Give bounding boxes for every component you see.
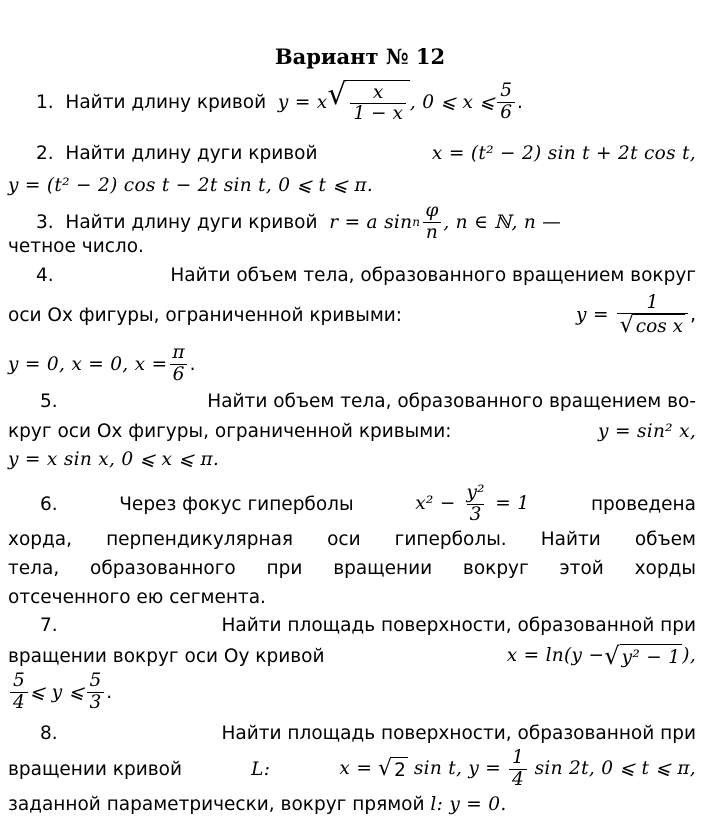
- formula: L:: [251, 758, 271, 780]
- variant-title: Вариант № 12: [274, 44, 446, 69]
- sqrt-expression: √ y² − 1: [604, 641, 681, 670]
- exponent: n: [412, 215, 421, 229]
- problem-7-line-1: [40, 612, 696, 638]
- fraction-denominator: n: [423, 222, 441, 243]
- problem-5-line-2: [8, 418, 696, 444]
- sqrt-expression: √ cos x: [619, 312, 684, 338]
- problem-4-line-1: [36, 262, 696, 288]
- fraction-numerator: 1: [646, 291, 659, 313]
- problem-text: Найти объем тела, образованного вращением вокруг: [170, 264, 696, 286]
- sqrt-expression: √ 2: [378, 755, 406, 781]
- fraction-denominator: cos x: [635, 316, 684, 337]
- fraction-denominator: 6: [497, 102, 515, 123]
- problem-number: 4.: [36, 264, 54, 286]
- problem-8-line-1: [40, 720, 696, 746]
- problem-number: 2.: [36, 142, 54, 164]
- problem-text: вращении кривой: [8, 758, 182, 780]
- problem-text: вращении вокруг оси Oy кривой: [8, 645, 325, 667]
- formula: y = sin² x,: [598, 420, 696, 442]
- problem-text: тела, образованного при вращении вокруг этой хорды: [8, 557, 696, 579]
- problem-8-line-3: [8, 792, 696, 816]
- problem-2-line-1: [36, 140, 696, 166]
- formula: , 0 ⩽ x ⩽: [409, 91, 496, 113]
- fraction-numerator: 1: [511, 747, 524, 769]
- problem-text: Найти площадь поверхности, образованной при: [221, 614, 696, 636]
- problem-number: 7.: [40, 614, 58, 636]
- formula: r = a sin: [329, 211, 413, 233]
- problem-5-line-1: [40, 388, 696, 414]
- formula: x² −: [415, 493, 456, 514]
- punctuation: .: [189, 353, 196, 375]
- problem-4-line-2: оси Ox фигуры, ограниченной кривыми: y = 1 √ cos x ,: [8, 291, 696, 338]
- problem-text: круг оси Ox фигуры, ограниченной кривыми:: [8, 420, 452, 442]
- formula: sin t, y =: [413, 758, 502, 779]
- problem-number: 8.: [40, 722, 58, 744]
- problem-text: Найти длину дуги кривой: [65, 142, 318, 164]
- formula: l: y = 0.: [430, 793, 507, 815]
- fraction-denominator: 3: [87, 692, 105, 713]
- formula: , n ∈ ℕ, n —: [443, 211, 562, 233]
- sqrt-expression: √ $\frac{x}{1 - x}$: [328, 80, 410, 125]
- problem-5-line-3: [8, 446, 696, 472]
- formula: y = x sin x, 0 ⩽ x ⩽ π.: [8, 448, 220, 470]
- problem-text: Найти объем тела, образованного вращением во-: [207, 390, 696, 412]
- punctuation: .: [106, 681, 113, 703]
- problem-number: 6.: [40, 493, 58, 515]
- problem-text: Найти площадь поверхности, образованной при: [221, 722, 696, 744]
- formula: sin 2t, 0 ⩽ t ⩽ π,: [534, 758, 696, 779]
- radicand: y² − 1: [620, 644, 683, 668]
- fraction-numerator: π: [172, 342, 185, 364]
- problem-1: [36, 74, 696, 130]
- problem-6-line-2: [8, 526, 696, 552]
- problem-text: проведена: [590, 493, 696, 515]
- fraction-numerator: x: [372, 81, 384, 103]
- problem-3-line-2: [8, 234, 696, 258]
- formula: y =: [576, 304, 609, 325]
- fraction-numerator: 5: [13, 670, 25, 692]
- problem-text: оси Ox фигуры, ограниченной кривыми:: [8, 304, 403, 326]
- formula: x =: [339, 758, 373, 779]
- problem-number: 1.: [36, 91, 54, 113]
- fraction-denominator: 3: [467, 504, 485, 525]
- problem-text: хорда, перпендикулярная оси гиперболы. Найти объем: [8, 528, 696, 550]
- formula: ⩽ y ⩽: [29, 681, 85, 703]
- punctuation: .: [516, 91, 523, 113]
- formula: = 1: [495, 493, 530, 514]
- problem-6-line-1: [40, 478, 696, 530]
- problem-number: 3.: [36, 211, 54, 233]
- fraction-denominator: 1 − x: [350, 103, 405, 124]
- formula: x = ln(y −: [506, 645, 605, 666]
- fraction-denominator: 6: [170, 364, 188, 385]
- problem-4-line-3: [8, 340, 696, 388]
- problem-text: отсеченного ею сегмента.: [8, 586, 266, 608]
- problem-2-line-2: [8, 172, 696, 198]
- fraction-numerator: φ: [425, 200, 439, 222]
- fraction-denominator: 4: [10, 692, 28, 713]
- problem-8-line-2: [8, 744, 696, 794]
- radicand: 2: [392, 757, 408, 781]
- fraction-denominator: 4: [509, 769, 527, 790]
- fraction-numerator: y²: [466, 482, 485, 504]
- problem-text: Найти длину кривой: [65, 91, 267, 113]
- problem-6-line-3: [8, 555, 696, 581]
- fraction-numerator: 5: [500, 80, 512, 102]
- problem-text: Через фокус гиперболы: [119, 493, 354, 515]
- formula: ),: [682, 645, 696, 666]
- problem-6-line-4: [8, 584, 696, 610]
- formula: y = 0, x = 0, x =: [8, 353, 168, 375]
- fraction-numerator: 5: [89, 670, 102, 692]
- problem-7-line-3: [8, 668, 696, 716]
- formula: y = x: [277, 91, 328, 113]
- formula: y = (t² − 2) cos t − 2t sin t, 0 ⩽ t ⩽ π.: [8, 174, 374, 196]
- problem-text: четное число.: [8, 235, 144, 257]
- problem-text: заданной параметрически, вокруг прямой: [8, 793, 425, 815]
- problem-number: 5.: [40, 390, 58, 412]
- problem-text: Найти длину дуги кривой: [65, 211, 318, 233]
- formula: x = (t² − 2) sin t + 2t cos t,: [431, 142, 696, 164]
